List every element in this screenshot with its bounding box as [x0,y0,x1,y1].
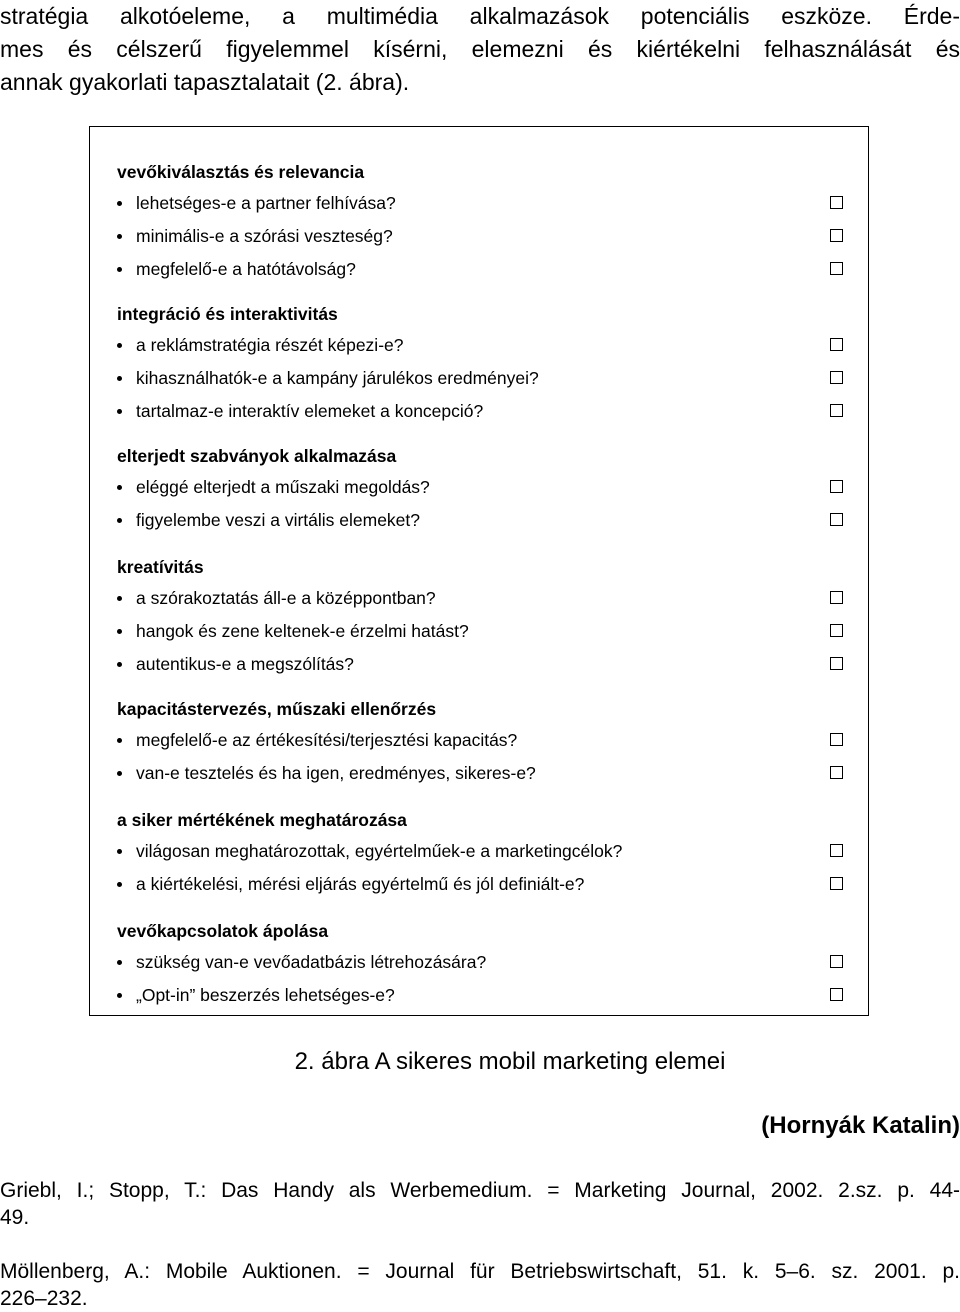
bullet-icon [117,629,122,634]
checkbox[interactable] [830,262,843,275]
checkbox[interactable] [830,657,843,670]
item-label: „Opt-in” beszerzés lehetséges-e? [136,985,395,1005]
item-label: hangok és zene keltenek-e érzelmi hatást? [136,621,469,641]
section-title: vevőkiválasztás és relevancia [117,162,365,182]
section-success-measure [117,805,868,901]
reference-entry [0,1177,960,1231]
checkbox[interactable] [830,338,843,351]
list-item [117,395,868,428]
item-label: eléggé elterjedt a műszaki megoldás? [136,477,430,497]
bullet-icon [117,234,122,239]
section-standards [117,441,868,537]
bullet-icon [117,343,122,348]
list-item [117,648,868,681]
section-capacity [117,694,868,790]
checklist-figure [89,126,869,1016]
item-label: a reklámstratégia részét képezi-e? [136,335,404,355]
checkbox[interactable] [830,404,843,417]
list-item [117,504,868,537]
bullet-icon [117,662,122,667]
reference-entry [0,1258,960,1312]
reference-line: Griebl, I.; Stopp, T.: Das Handy als Werbemedium. = Marketing Journal, 2002. 2.sz. p. 44- [0,1179,960,1202]
item-label: megfelelő-e a hatótávolság? [136,259,356,279]
bullet-icon [117,518,122,523]
checkbox[interactable] [830,955,843,968]
intro-line: annak gyakorlati tapasztalatait (2. ábra). [0,69,410,95]
list-item [117,868,868,901]
section-creativity [117,552,868,681]
list-item [117,220,868,253]
section-title: integráció és interaktivitás [117,304,338,324]
checkbox[interactable] [830,844,843,857]
item-label: szükség van-e vevőadatbázis létrehozására? [136,952,487,972]
item-label: lehetséges-e a partner felhívása? [136,193,396,213]
author-credit: (Hornyák Katalin) [761,1112,960,1139]
list-item [117,253,868,286]
bullet-icon [117,771,122,776]
intro-paragraph [0,0,960,99]
bullet-icon [117,993,122,998]
bullet-icon [117,409,122,414]
list-item [117,979,868,1012]
item-label: tartalmaz-e interaktív elemeket a koncepció? [136,401,484,421]
section-customer-care [117,916,868,1012]
checkbox[interactable] [830,988,843,1001]
item-label: a kiértékelési, mérési eljárás egyértelmű és jól definiált-e? [136,874,585,894]
checkbox[interactable] [830,624,843,637]
item-label: minimális-e a szórási veszteség? [136,226,393,246]
section-title: vevőkapcsolatok ápolása [117,921,329,941]
checkbox[interactable] [830,513,843,526]
bullet-icon [117,849,122,854]
checkbox[interactable] [830,733,843,746]
list-item [117,835,868,868]
bullet-icon [117,882,122,887]
checkbox[interactable] [830,229,843,242]
list-item [117,329,868,362]
intro-line: mes és célszerű figyelemmel kísérni, elemezni és kiértékelni felhasználását és [0,36,960,62]
section-title: kapacitástervezés, műszaki ellenőrzés [117,699,437,719]
section-customer-selection [117,157,868,286]
bullet-icon [117,960,122,965]
bullet-icon [117,376,122,381]
bullet-icon [117,485,122,490]
item-label: megfelelő-e az értékesítési/terjesztési kapacitás? [136,730,518,750]
item-label: figyelembe veszi a virtális elemeket? [136,510,421,530]
item-label: van-e tesztelés és ha igen, eredményes, sikeres-e? [136,763,536,783]
list-item [117,615,868,648]
reference-line: 49. [0,1206,30,1229]
item-label: világosan meghatározottak, egyértelműek-e a marketingcélok? [136,841,623,861]
bullet-icon [117,596,122,601]
bullet-icon [117,738,122,743]
intro-line: stratégia alkotóeleme, a multimédia alkalmazások potenciális eszköze. Érde- [0,3,960,29]
checkbox[interactable] [830,877,843,890]
reference-line: 226–232. [0,1287,88,1310]
section-title: a siker mértékének meghatározása [117,810,407,830]
list-item [117,724,868,757]
checkbox[interactable] [830,196,843,209]
list-item [117,757,868,790]
list-item [117,946,868,979]
checkbox[interactable] [830,371,843,384]
checkbox[interactable] [830,480,843,493]
list-item [117,471,868,504]
item-label: a szórakoztatás áll-e a középpontban? [136,588,436,608]
bullet-icon [117,201,122,206]
section-title: elterjedt szabványok alkalmazása [117,446,397,466]
figure-caption: 2. ábra A sikeres mobil marketing elemei [294,1048,726,1075]
item-label: autentikus-e a megszólítás? [136,654,354,674]
list-item [117,187,868,220]
checkbox[interactable] [830,766,843,779]
bullet-icon [117,267,122,272]
section-title: kreatívitás [117,557,204,577]
reference-line: Möllenberg, A.: Mobile Auktionen. = Journal für Betriebswirtschaft, 51. k. 5–6. sz. 2001. p. [0,1260,960,1283]
list-item [117,582,868,615]
list-item [117,362,868,395]
checkbox[interactable] [830,591,843,604]
item-label: kihasználhatók-e a kampány járulékos eredményei? [136,368,539,388]
section-integration [117,299,868,428]
